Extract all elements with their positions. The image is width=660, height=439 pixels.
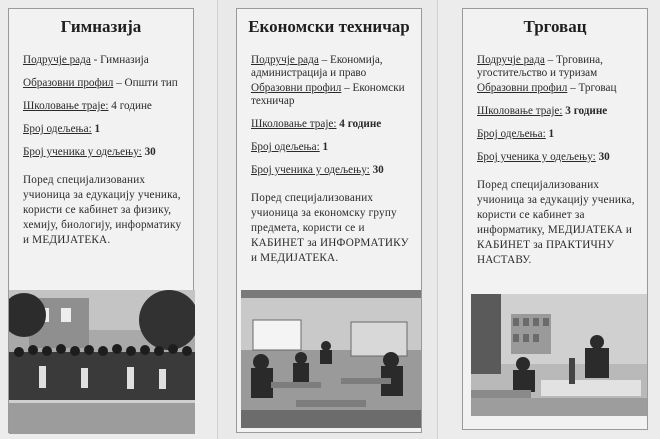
students-line [477,151,641,164]
classes-line [477,128,641,141]
classes-value: 1 [548,128,555,140]
area-label: Подручје рада [23,54,91,66]
duration-value: 4 године [111,100,152,112]
students-line [251,164,415,177]
area-label: Подручје рада [251,54,319,66]
panel-title: Трговац [523,17,587,36]
profile-value: – Економски техничар [251,82,405,107]
area-label: Подручје рада [477,54,545,66]
group-photo [9,290,195,434]
students-label: Број ученика у одељењу: [23,146,142,158]
description: Поред специјализованих учионица за економску групу предмета, користи се и КАБИНЕТ за ИНФОРМАТИКУ и МЕДИЈАТЕКА. [251,192,409,264]
panel-economics [218,0,438,439]
students-label: Број ученика у одељењу: [251,164,370,176]
students-value: 30 [144,146,156,158]
info-box [8,8,194,433]
classes-line [23,123,187,136]
info-content [23,54,187,248]
profile-line [251,82,415,108]
classes-label: Број одељења: [23,123,92,135]
practice-room-photo [471,294,647,416]
students-value: 30 [598,151,610,163]
area-value: – Трговина, угоститељство и туризам [477,54,603,79]
duration-line [251,118,415,131]
panel-title: Економски техничар [248,17,410,36]
profile-line [23,77,187,90]
profile-label: Образовни профил [477,82,568,94]
classes-value: 1 [322,141,329,153]
students-value: 30 [372,164,384,176]
profile-label: Образовни профил [251,82,342,94]
duration-value: 3 године [565,105,608,117]
info-box [462,8,648,430]
students-label: Број ученика у одељењу: [477,151,596,163]
classes-label: Број одељења: [477,128,546,140]
classes-line [251,141,415,154]
info-content [477,54,641,268]
area-line [23,54,187,67]
area-value: – Економија, администрација и право [251,54,383,79]
classes-label: Број одељења: [251,141,320,153]
area-value: - Гимназија [93,54,149,66]
info-content [251,54,415,266]
description: Поред специјализованих учионица за едукацију ученика, користи се кабинет за информатику, МЕДИЈАТЕКА и КАБИНЕТ за ПРАКТИЧНУ НАСТАВУ. [477,179,635,266]
students-line [23,146,187,159]
profile-value: – Трговац [570,82,617,94]
duration-label: Школовање траје: [477,105,563,117]
panel-gymnasium [0,0,218,439]
duration-label: Школовање траје: [23,100,109,112]
classroom-photo [241,290,421,428]
profile-label: Образовни профил [23,77,114,89]
classes-value: 1 [94,123,101,135]
area-line [477,54,641,80]
profile-value: – Општи тип [116,77,178,89]
duration-line [477,105,641,118]
area-line [251,54,415,80]
duration-value: 4 године [339,118,382,130]
profile-line [477,82,641,95]
duration-line [23,100,187,113]
panel-title: Гимназија [60,17,142,36]
duration-label: Школовање траје: [251,118,337,130]
panel-trader [438,0,660,439]
info-box [236,8,422,433]
description: Поред специјализованих учионица за едукацију ученика, користи се кабинет за физику, хемију, биологију, информатику и МЕДИЈАТЕКА. [23,174,182,246]
